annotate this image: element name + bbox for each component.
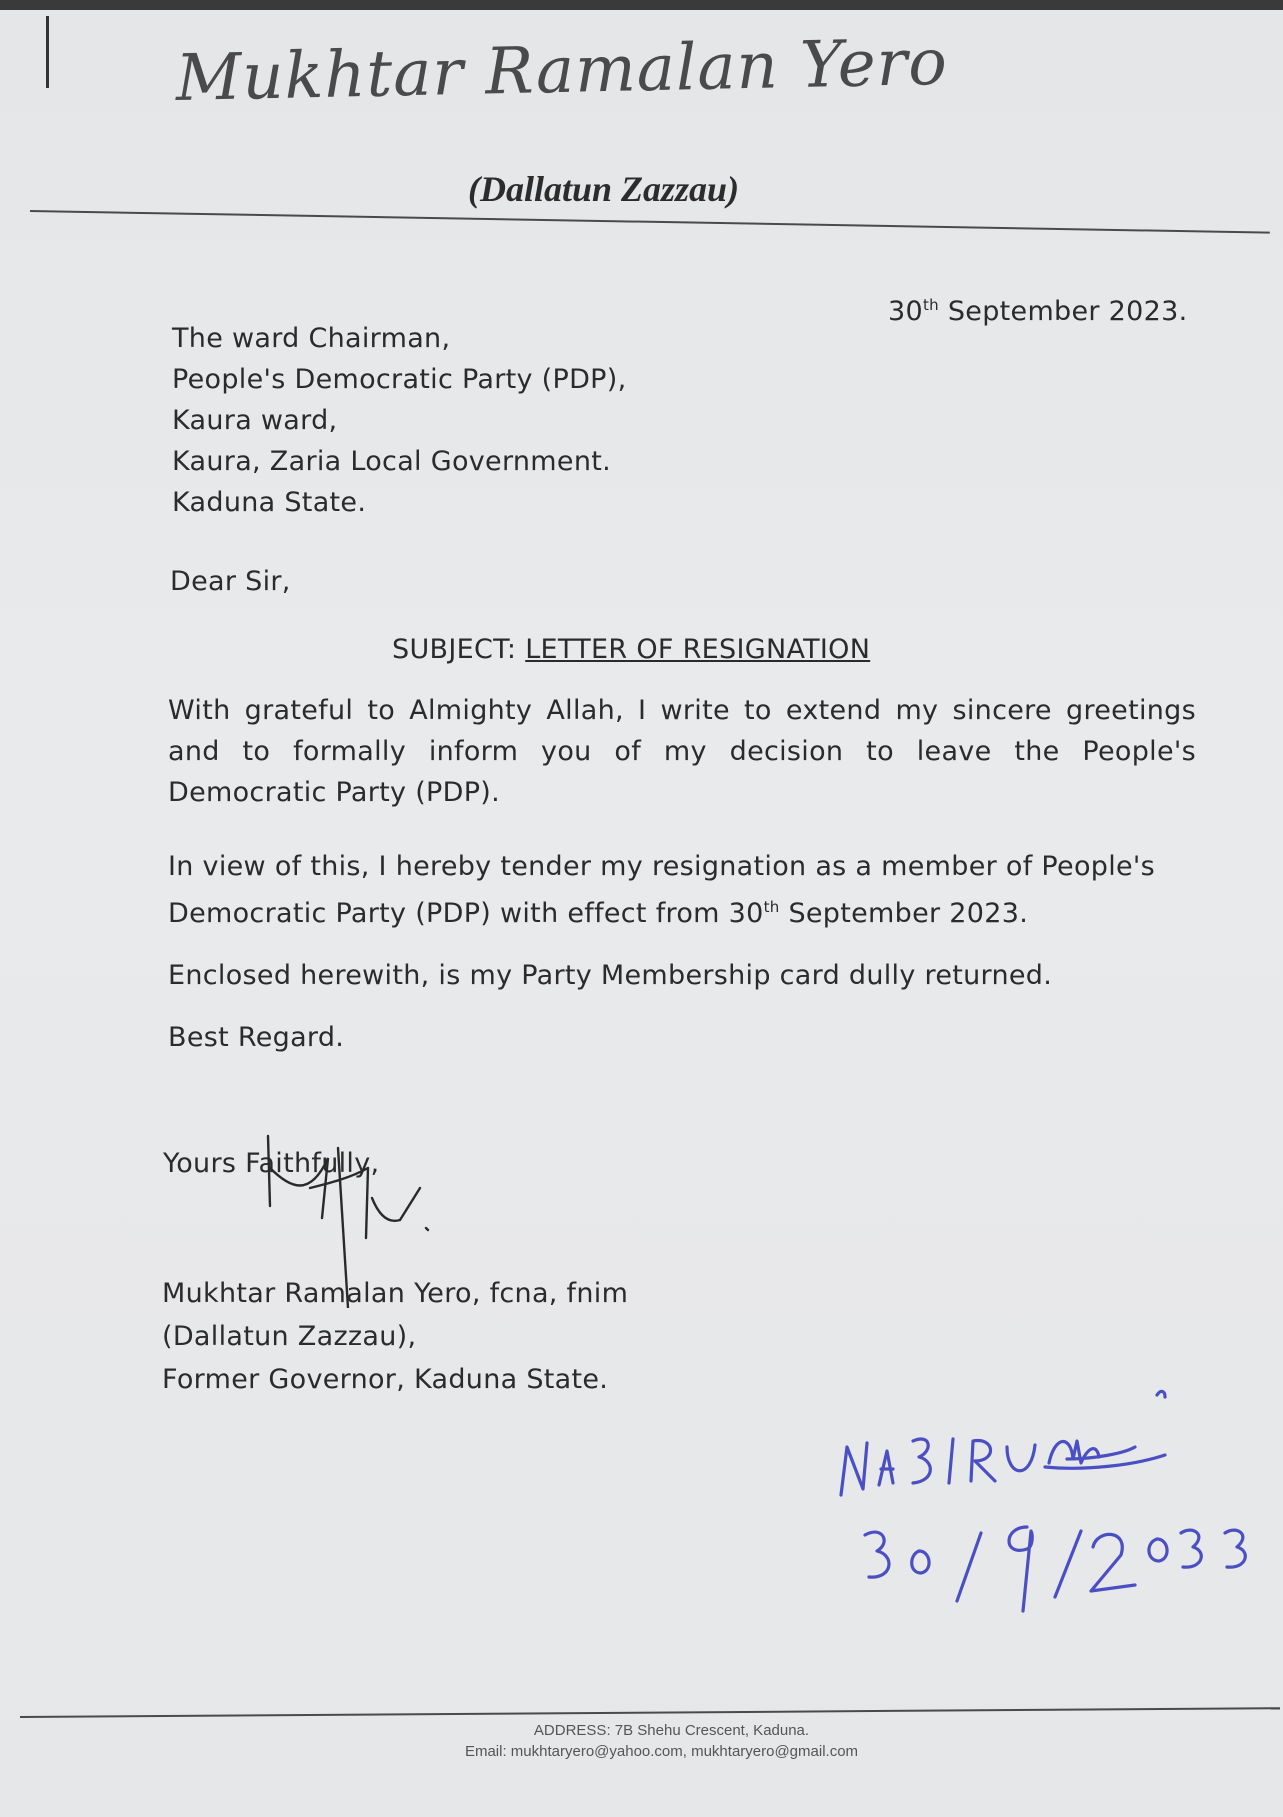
received-handwritten-note: [835, 1385, 1283, 1645]
date-suffix: th: [922, 296, 939, 314]
letterhead-name: Mukhtar Ramalan Yero: [175, 25, 949, 116]
signatory-block: [162, 1272, 628, 1401]
date-rest: September 2023.: [938, 296, 1188, 327]
body-paragraph-3: Enclosed herewith, is my Party Membership card dully returned.: [168, 960, 1053, 991]
footer-address: ADDRESS: 7B Shehu Crescent, Kaduna.: [533, 1722, 810, 1739]
recipient-line: Kaura, Zaria Local Government.: [172, 446, 611, 477]
subject-line: [392, 634, 870, 665]
date-day: 30: [888, 296, 923, 327]
subject-title: LETTER OF RESIGNATION: [525, 634, 871, 665]
letterhead-title: (Dallatun Zazzau): [468, 169, 740, 209]
subject-prefix: SUBJECT:: [392, 634, 517, 665]
signatory-title: (Dallatun Zazzau),: [162, 1321, 417, 1352]
recipient-line: Kaduna State.: [172, 487, 367, 518]
footer-divider: [20, 1707, 1280, 1718]
letter-page: [0, 10, 1283, 1817]
recipient-address: [172, 318, 626, 523]
p2-text: In view of this, I hereby tender my resignation as a member of People's Democratic Party (PDP) with effect from 30: [168, 851, 1155, 929]
recipient-line: The ward Chairman,: [172, 323, 451, 354]
closing: Yours Faithfully,: [163, 1148, 380, 1179]
letter-date: [888, 296, 1187, 327]
body-paragraph-1: With grateful to Almighty Allah, I write to extend my sincere greetings and to formally inform you of my decision to leave the People's Democratic Party (PDP).: [168, 695, 1196, 808]
salutation: Dear Sir,: [170, 566, 291, 597]
body-paragraph-2: [168, 846, 1196, 934]
body-paragraph-4: Best Regard.: [168, 1022, 345, 1053]
margin-mark: [46, 16, 49, 88]
signatory-position: Former Governor, Kaduna State.: [162, 1364, 609, 1395]
recipient-line: People's Democratic Party (PDP),: [172, 364, 627, 395]
signatory-name: Mukhtar Ramalan Yero, fcna, fnim: [162, 1278, 629, 1309]
footer-email: Email: mukhtaryero@yahoo.com, mukhtaryero@gmail.com: [464, 1743, 859, 1760]
recipient-line: Kaura ward,: [172, 405, 338, 436]
p2-end: September 2023.: [779, 898, 1029, 929]
p2-suffix: th: [763, 898, 780, 916]
header-divider: [30, 210, 1270, 234]
